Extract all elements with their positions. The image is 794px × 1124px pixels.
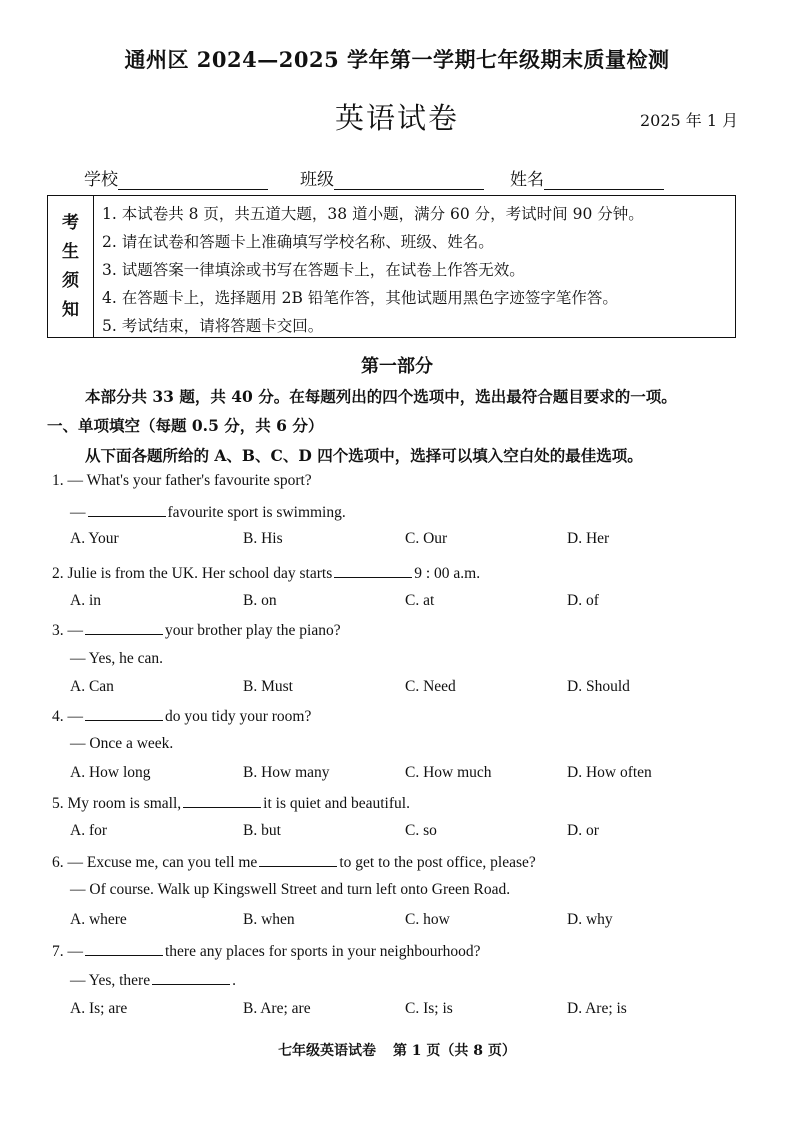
class-field (300, 165, 484, 190)
answer-option: C. at (405, 592, 435, 609)
question-text: it is quiet and beautiful. (263, 795, 410, 812)
answer-blank (85, 941, 163, 956)
answer-option: A. Your (70, 530, 119, 547)
question-text: to get to the post office, please? (339, 854, 536, 871)
question-line (52, 941, 481, 961)
answer-option: B. His (243, 530, 283, 547)
answer-option: C. Is; is (405, 1000, 453, 1017)
answer-blank (152, 970, 230, 985)
question-line (52, 620, 341, 640)
notice-label-char: 生 (62, 241, 79, 262)
notice-label-char: 考 (62, 212, 79, 233)
question-line (52, 793, 410, 813)
notice-label-char: 须 (62, 270, 79, 291)
exam-title: 通州区 2024—2025 学年第一学期七年级期末质量检测 (124, 47, 670, 72)
footer-page-number: 第 1 页（共 8 页） (392, 1043, 516, 1059)
answer-option: D. Her (567, 530, 610, 547)
question-line (70, 970, 236, 990)
question-text: 5. My room is small, (52, 795, 182, 812)
question-line (52, 706, 311, 726)
question-text: 7. — (52, 943, 83, 960)
answer-option: A. How long (70, 764, 151, 781)
answer-option: A. Is; are (70, 1000, 128, 1017)
answer-option: B. on (243, 592, 277, 609)
question-line (70, 735, 173, 753)
question-text: do you tidy your room? (165, 708, 312, 725)
answer-blank (85, 706, 163, 721)
exam-subtitle: 英语试卷 (334, 101, 459, 135)
section-instruction: 从下面各题所给的 A、B、C、D 四个选项中，选择可以填入空白处的最佳选项。 (85, 446, 643, 465)
answer-option: D. How often (567, 764, 652, 781)
answer-option: D. of (567, 592, 599, 609)
question-text: — Yes, he can. (70, 650, 163, 667)
answer-option: A. in (70, 592, 101, 609)
school-field (84, 165, 268, 190)
answer-option: B. but (243, 822, 281, 839)
question-text: 3. — (52, 622, 83, 639)
answer-option: D. Should (567, 678, 630, 695)
section-title: 一、单项填空（每题 0.5 分，共 6 分） (47, 416, 324, 435)
notice-item: 3. 试题答案一律填涂或书写在答题卡上，在试卷上作答无效。 (102, 261, 525, 279)
answer-blank (183, 793, 261, 808)
class-label: 班级 (300, 170, 334, 190)
question-text: 1. — What's your father's favourite sport? (52, 472, 312, 489)
answer-option: C. how (405, 911, 450, 928)
answer-option: A. where (70, 911, 127, 928)
question-line (52, 563, 480, 583)
question-text: — Of course. Walk up Kingswell Street and turn left onto Green Road. (70, 881, 511, 898)
question-text: 6. — Excuse me, can you tell me (52, 854, 258, 871)
school-blank (118, 171, 268, 190)
answer-option: B. How many (243, 764, 330, 781)
question-text: — Yes, there (70, 972, 151, 989)
question-text: your brother play the piano? (165, 622, 341, 639)
answer-option: A. Can (70, 678, 114, 695)
notice-item: 1. 本试卷共 8 页，共五道大题，38 道小题，满分 60 分，考试时间 90 分钟。 (102, 205, 644, 223)
answer-option: B. Are; are (243, 1000, 311, 1017)
question-text: . (232, 972, 236, 989)
part-intro: 本部分共 33 题，共 40 分。在每题列出的四个选项中，选出最符合题目要求的一项。 (85, 387, 677, 406)
question-line (70, 650, 163, 668)
question-text: — Once a week. (70, 735, 174, 752)
part-title: 第一部分 (361, 356, 433, 377)
answer-option: D. why (567, 911, 613, 928)
answer-option: C. How much (405, 764, 492, 781)
footer-paper-name: 七年级英语试卷 (278, 1043, 377, 1059)
class-blank (334, 171, 484, 190)
question-text: there any places for sports in your neighbourhood? (165, 943, 481, 960)
school-label: 学校 (84, 170, 118, 190)
notice-list (94, 196, 644, 337)
name-field (510, 165, 664, 190)
notice-item: 5. 考试结束，请将答题卡交回。 (102, 317, 324, 335)
exam-date: 2025 年 1 月 (640, 111, 739, 130)
question-text: 9 : 00 a.m. (414, 565, 481, 582)
answer-blank (334, 563, 412, 578)
name-blank (544, 171, 664, 190)
answer-option: B. Must (243, 678, 293, 695)
question-text: — (70, 504, 86, 521)
notice-label (48, 196, 94, 337)
answer-option: D. Are; is (567, 1000, 627, 1017)
question-line (70, 881, 510, 899)
question-text: 4. — (52, 708, 83, 725)
answer-option: C. so (405, 822, 437, 839)
question-text: 2. Julie is from the UK. Her school day starts (52, 565, 333, 582)
notice-item: 4. 在答题卡上，选择题用 2B 铅笔作答，其他试题用黑色字迹签字笔作答。 (102, 289, 618, 307)
answer-option: C. Our (405, 530, 448, 547)
name-label: 姓名 (510, 170, 544, 190)
answer-blank (259, 852, 337, 867)
notice-box (47, 195, 736, 338)
question-line (52, 472, 312, 490)
notice-item: 2. 请在试卷和答题卡上准确填写学校名称、班级、姓名。 (102, 233, 494, 251)
answer-blank (88, 502, 166, 517)
question-line (70, 502, 346, 522)
answer-option: D. or (567, 822, 599, 839)
page-footer (0, 1040, 794, 1060)
answer-option: C. Need (405, 678, 456, 695)
answer-blank (85, 620, 163, 635)
question-line (52, 852, 536, 872)
answer-option: B. when (243, 911, 295, 928)
answer-option: A. for (70, 822, 108, 839)
notice-label-char: 知 (62, 299, 79, 320)
question-text: favourite sport is swimming. (167, 504, 346, 521)
